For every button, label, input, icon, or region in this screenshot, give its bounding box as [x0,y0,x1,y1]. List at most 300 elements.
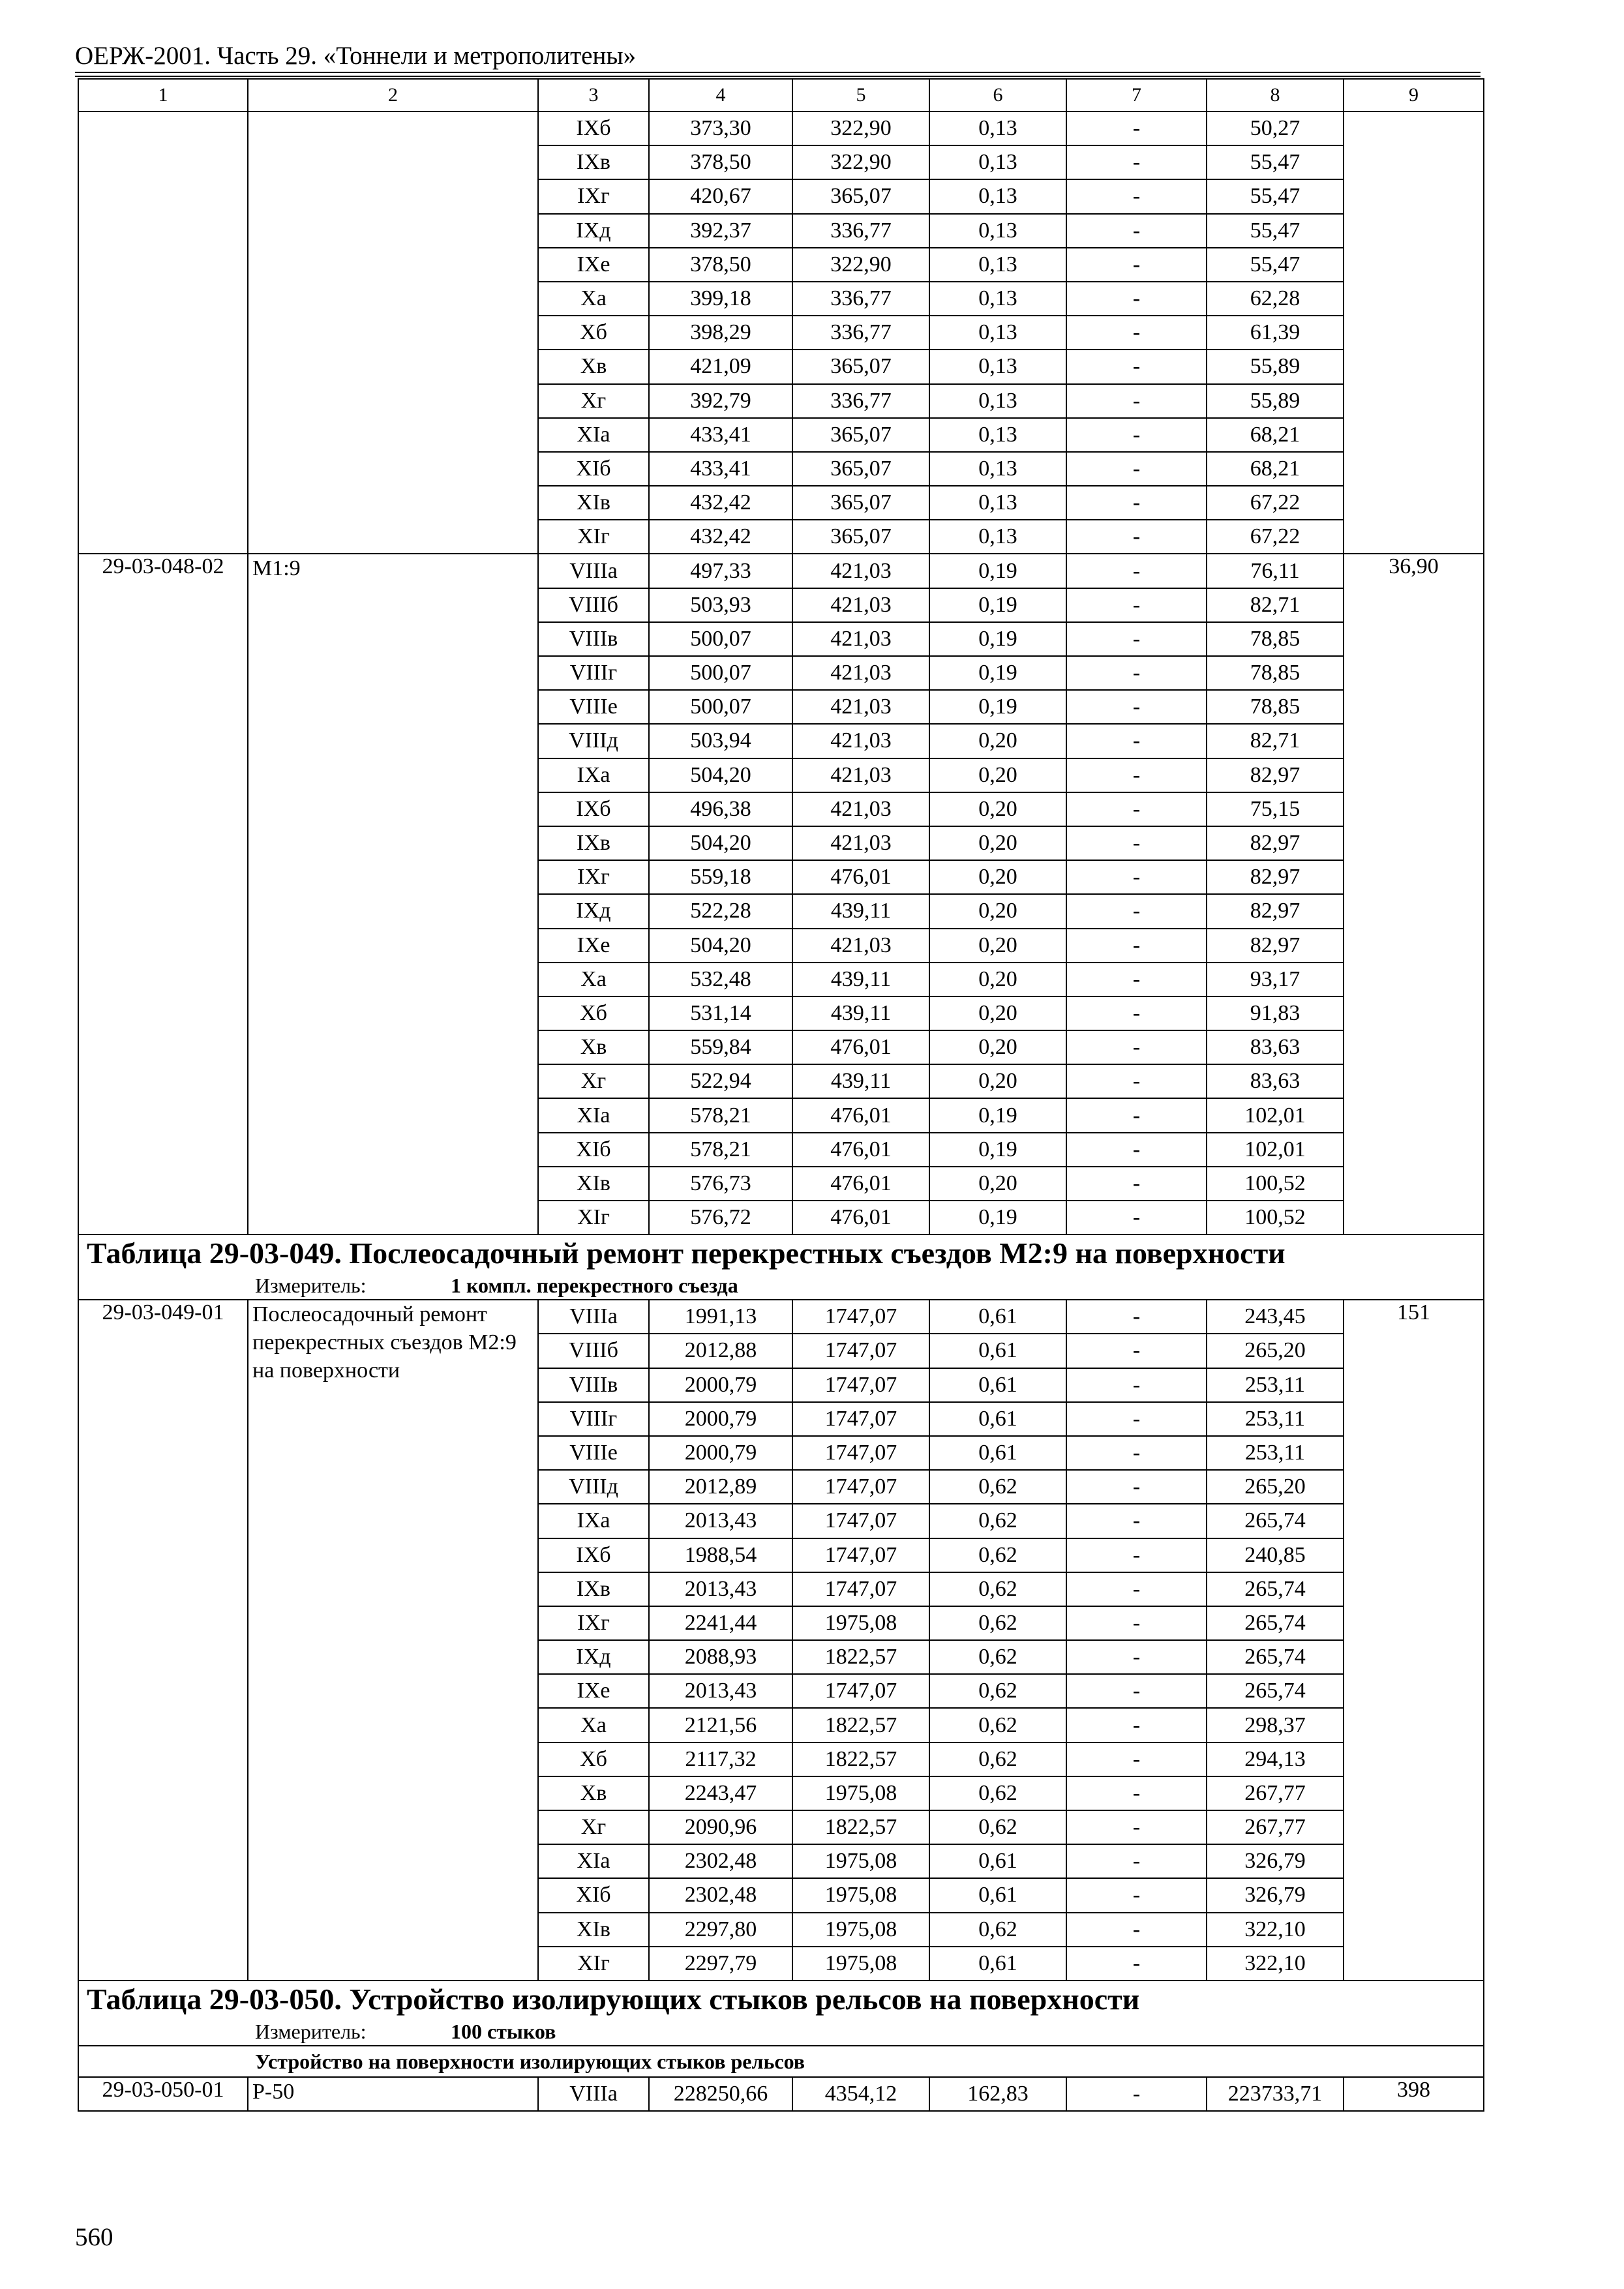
cell-col5: 365,07 [792,179,929,213]
cell-col6: 0,62 [929,1708,1066,1742]
cell-col8: 55,47 [1207,248,1344,282]
cell-col5: 421,03 [792,588,929,622]
cell-col6: 0,13 [929,248,1066,282]
cell-col5: 1975,08 [792,1947,929,1981]
cell-col7: - [1066,1810,1207,1844]
cell-col7: - [1066,1470,1207,1504]
cell-col5: 322,90 [792,145,929,179]
cell-col4: 1988,54 [649,1538,792,1572]
cell-col8: 265,74 [1207,1504,1344,1538]
rate-name: М1:9 [248,554,538,1234]
cell-col8: 83,63 [1207,1064,1344,1098]
cell-col3: XIв [538,486,649,520]
cell-col3: IXа [538,758,649,792]
cell-col3: VIIIг [538,656,649,690]
cell-col8: 55,89 [1207,384,1344,418]
cell-col4: 2088,93 [649,1640,792,1674]
cell-col7: - [1066,350,1207,383]
cell-col4: 392,37 [649,214,792,248]
table-title-row [78,1234,1484,1272]
cell-col4: 2013,43 [649,1504,792,1538]
cell-col6: 0,20 [929,894,1066,928]
cell-col5: 1822,57 [792,1743,929,1776]
cell-col6: 0,20 [929,1167,1066,1201]
cell-col3: VIIIа [538,1300,649,1334]
rate-code: 29-03-050-01 [78,2077,248,2111]
cell-col5: 1975,08 [792,1776,929,1810]
cell-col8: 265,74 [1207,1606,1344,1640]
cell-col5: 439,11 [792,996,929,1030]
cell-col5: 476,01 [792,1133,929,1167]
cell-col7: - [1066,792,1207,826]
cell-col4: 497,33 [649,554,792,588]
col9-cell [1344,112,1484,554]
cell-col8: 240,85 [1207,1538,1344,1572]
cell-col5: 421,03 [792,656,929,690]
col-number: 3 [538,79,649,112]
cell-col7: - [1066,758,1207,792]
cell-col4: 2121,56 [649,1708,792,1742]
cell-col8: 82,97 [1207,758,1344,792]
cell-col8: 267,77 [1207,1776,1344,1810]
cell-col7: - [1066,690,1207,724]
cell-col6: 0,13 [929,112,1066,145]
cell-col6: 0,13 [929,179,1066,213]
measure-value: 1 компл. перекрестного съезда [451,1274,738,1298]
cell-col4: 1991,13 [649,1300,792,1334]
cell-col5: 476,01 [792,1167,929,1201]
cell-col7: - [1066,1640,1207,1674]
cell-col4: 504,20 [649,929,792,963]
cell-col7: - [1066,996,1207,1030]
cell-col5: 4354,12 [792,2077,929,2111]
cell-col7: - [1066,1743,1207,1776]
cell-col7: - [1066,1776,1207,1810]
cell-col3: IXв [538,1572,649,1606]
cell-col6: 0,62 [929,1538,1066,1572]
cell-col8: 82,97 [1207,929,1344,963]
cell-col3: IXб [538,792,649,826]
cell-col8: 322,10 [1207,1913,1344,1947]
cell-col4: 500,07 [649,656,792,690]
measure-label: Измеритель: [255,2019,367,2043]
cell-col4: 2302,48 [649,1844,792,1878]
col9-value: 151 [1344,1300,1484,1981]
cell-col4: 228250,66 [649,2077,792,2111]
cell-col5: 421,03 [792,792,929,826]
cell-col4: 496,38 [649,792,792,826]
cell-col3: IXд [538,214,649,248]
cell-col6: 0,62 [929,1470,1066,1504]
measure-value: 100 стыков [451,2019,556,2043]
cell-col4: 421,09 [649,350,792,383]
cell-col8: 82,97 [1207,860,1344,894]
cell-col3: Xб [538,1743,649,1776]
cell-col5: 439,11 [792,963,929,996]
cell-col6: 0,20 [929,826,1066,860]
cell-col5: 1975,08 [792,1606,929,1640]
cell-col5: 476,01 [792,1201,929,1234]
cell-col6: 0,13 [929,350,1066,383]
cell-col8: 243,45 [1207,1300,1344,1334]
cell-col3: XIб [538,1878,649,1912]
cell-col5: 336,77 [792,214,929,248]
cell-col8: 100,52 [1207,1201,1344,1234]
measure-row [78,1272,1484,1300]
cell-col3: VIIIв [538,622,649,656]
cell-col8: 76,11 [1207,554,1344,588]
cell-col7: - [1066,894,1207,928]
cell-col3: XIб [538,452,649,486]
cell-col4: 500,07 [649,622,792,656]
cell-col7: - [1066,724,1207,758]
cell-col3: Xб [538,996,649,1030]
cell-col8: 326,79 [1207,1878,1344,1912]
cell-col7: - [1066,1708,1207,1742]
cell-col8: 55,89 [1207,350,1344,383]
cell-col5: 476,01 [792,1098,929,1132]
cell-col5: 439,11 [792,894,929,928]
cell-col3: Xа [538,282,649,316]
cell-col3: VIIIд [538,1470,649,1504]
cell-col4: 531,14 [649,996,792,1030]
cell-col4: 559,18 [649,860,792,894]
cell-col6: 0,13 [929,452,1066,486]
cell-col3: XIа [538,1098,649,1132]
cell-col6: 0,20 [929,1064,1066,1098]
cell-col6: 0,20 [929,996,1066,1030]
cell-col3: XIа [538,1844,649,1878]
cell-col4: 578,21 [649,1133,792,1167]
cell-col5: 439,11 [792,1064,929,1098]
cell-col7: - [1066,1167,1207,1201]
measure-row [78,2018,1484,2046]
cell-col4: 522,94 [649,1064,792,1098]
cell-col5: 476,01 [792,1030,929,1064]
cell-col5: 476,01 [792,860,929,894]
cell-col4: 433,41 [649,418,792,452]
cell-col6: 0,13 [929,486,1066,520]
cell-col4: 433,41 [649,452,792,486]
cell-col4: 378,50 [649,248,792,282]
col9-value: 398 [1344,2077,1484,2111]
rate-name: Р-50 [248,2077,538,2111]
cell-col4: 576,73 [649,1167,792,1201]
cell-col6: 0,20 [929,929,1066,963]
cell-col6: 0,19 [929,622,1066,656]
cell-col3: VIIIб [538,1334,649,1368]
cell-col6: 0,61 [929,1300,1066,1334]
cell-col7: - [1066,282,1207,316]
cell-col8: 102,01 [1207,1133,1344,1167]
cell-col6: 0,62 [929,1776,1066,1810]
cell-col3: IXг [538,1606,649,1640]
cell-col6: 0,19 [929,554,1066,588]
cell-col6: 0,62 [929,1674,1066,1708]
col-number: 6 [929,79,1066,112]
cell-col5: 1747,07 [792,1334,929,1368]
cell-col5: 336,77 [792,282,929,316]
cell-col8: 265,74 [1207,1674,1344,1708]
cell-col6: 0,13 [929,214,1066,248]
cell-col6: 0,20 [929,724,1066,758]
cell-col7: - [1066,248,1207,282]
cell-col7: - [1066,214,1207,248]
cell-col5: 1822,57 [792,1708,929,1742]
measure-cell [78,1272,1484,1300]
header-rule-double [75,76,1481,77]
cell-col6: 0,13 [929,418,1066,452]
cell-col7: - [1066,963,1207,996]
cell-col5: 1747,07 [792,1572,929,1606]
cell-col6: 0,19 [929,690,1066,724]
cell-col7: - [1066,112,1207,145]
cell-col6: 0,19 [929,1098,1066,1132]
cell-col7: - [1066,1606,1207,1640]
cell-col8: 102,01 [1207,1098,1344,1132]
column-numbers-row [78,79,1484,112]
cell-col4: 432,42 [649,486,792,520]
cell-col4: 420,67 [649,179,792,213]
cell-col4: 399,18 [649,282,792,316]
cell-col3: VIIIе [538,1436,649,1470]
cell-col6: 0,62 [929,1640,1066,1674]
cell-col3: IXб [538,1538,649,1572]
cell-col5: 1822,57 [792,1810,929,1844]
cell-col4: 373,30 [649,112,792,145]
cell-col5: 365,07 [792,520,929,554]
cell-col8: 265,20 [1207,1470,1344,1504]
cell-col4: 2302,48 [649,1878,792,1912]
cell-col3: IXв [538,145,649,179]
table-row [78,112,1484,145]
cell-col7: - [1066,179,1207,213]
cell-col5: 1975,08 [792,1913,929,1947]
cell-col4: 2012,89 [649,1470,792,1504]
rate-name: Послеосадочный ремонт перекрестных съездов М2:9 на поверхности [248,1300,538,1981]
cell-col6: 0,13 [929,384,1066,418]
cell-col3: XIв [538,1167,649,1201]
col-number: 8 [1207,79,1344,112]
cell-col7: - [1066,588,1207,622]
cell-col4: 2000,79 [649,1436,792,1470]
cell-col4: 2117,32 [649,1743,792,1776]
col-number: 2 [248,79,538,112]
cell-col5: 1747,07 [792,1470,929,1504]
cell-col8: 265,74 [1207,1640,1344,1674]
cell-col5: 421,03 [792,929,929,963]
rate-code-cell [78,112,248,554]
cell-col6: 0,61 [929,1844,1066,1878]
cell-col3: VIIIа [538,554,649,588]
cell-col6: 0,13 [929,145,1066,179]
cell-col5: 421,03 [792,554,929,588]
cell-col8: 78,85 [1207,622,1344,656]
col-number: 4 [649,79,792,112]
cell-col7: - [1066,486,1207,520]
cell-col4: 2243,47 [649,1776,792,1810]
cell-col3: Xв [538,1776,649,1810]
cell-col7: - [1066,929,1207,963]
cell-col3: IXд [538,1640,649,1674]
cell-col4: 2013,43 [649,1674,792,1708]
cell-col8: 322,10 [1207,1947,1344,1981]
cell-col5: 421,03 [792,758,929,792]
cell-col7: - [1066,1436,1207,1470]
cell-col4: 532,48 [649,963,792,996]
cell-col7: - [1066,1947,1207,1981]
cell-col5: 1747,07 [792,1368,929,1402]
cell-col6: 0,13 [929,316,1066,350]
page-header: ОЕРЖ-2001. Часть 29. «Тоннели и метрополитены» [75,42,637,70]
cell-col7: - [1066,1913,1207,1947]
cell-col3: VIIIа [538,2077,649,2111]
cell-col6: 0,19 [929,1201,1066,1234]
cell-col4: 2090,96 [649,1810,792,1844]
cell-col7: - [1066,520,1207,554]
cell-col7: - [1066,1504,1207,1538]
cell-col7: - [1066,1844,1207,1878]
cell-col7: - [1066,1402,1207,1436]
cell-col7: - [1066,1098,1207,1132]
cell-col7: - [1066,826,1207,860]
cell-col3: XIг [538,520,649,554]
cell-col4: 2013,43 [649,1572,792,1606]
cell-col3: Xв [538,1030,649,1064]
cell-col4: 2241,44 [649,1606,792,1640]
col-number: 9 [1344,79,1484,112]
cell-col8: 78,85 [1207,656,1344,690]
cell-col7: - [1066,384,1207,418]
cell-col8: 82,97 [1207,894,1344,928]
cell-col4: 2297,80 [649,1913,792,1947]
cell-col8: 67,22 [1207,520,1344,554]
cell-col3: Xб [538,316,649,350]
cell-col5: 365,07 [792,418,929,452]
cell-col7: - [1066,452,1207,486]
cell-col4: 392,79 [649,384,792,418]
cell-col3: IXе [538,929,649,963]
cell-col3: IXг [538,179,649,213]
cell-col4: 578,21 [649,1098,792,1132]
cell-col3: IXа [538,1504,649,1538]
cell-col8: 298,37 [1207,1708,1344,1742]
cell-col8: 326,79 [1207,1844,1344,1878]
cell-col3: Xв [538,350,649,383]
cell-col3: IXг [538,860,649,894]
cell-col7: - [1066,1674,1207,1708]
cell-col3: XIв [538,1913,649,1947]
cell-col3: VIIIд [538,724,649,758]
cell-col5: 365,07 [792,486,929,520]
cell-col7: - [1066,145,1207,179]
cell-col7: - [1066,1538,1207,1572]
cell-col3: IXд [538,894,649,928]
table-row [78,2077,1484,2111]
table-title-row [78,1981,1484,2018]
cell-col6: 0,61 [929,1402,1066,1436]
cell-col5: 322,90 [792,248,929,282]
cell-col3: XIг [538,1201,649,1234]
col-number: 5 [792,79,929,112]
cell-col3: IXе [538,1674,649,1708]
cell-col6: 0,19 [929,656,1066,690]
cell-col8: 223733,71 [1207,2077,1344,2111]
cell-col7: - [1066,1133,1207,1167]
cell-col4: 503,94 [649,724,792,758]
cell-col3: XIа [538,418,649,452]
cell-col6: 0,61 [929,1334,1066,1368]
cell-col3: XIг [538,1947,649,1981]
rate-code: 29-03-048-02 [78,554,248,1234]
cell-col8: 253,11 [1207,1368,1344,1402]
cell-col7: - [1066,1201,1207,1234]
cell-col5: 1747,07 [792,1300,929,1334]
cell-col7: - [1066,1878,1207,1912]
cell-col3: IXб [538,112,649,145]
cell-col8: 68,21 [1207,452,1344,486]
col-number: 1 [78,79,248,112]
cell-col4: 559,84 [649,1030,792,1064]
cell-col8: 55,47 [1207,145,1344,179]
rates-table-body [78,79,1484,2111]
cell-col7: - [1066,418,1207,452]
cell-col6: 0,62 [929,1606,1066,1640]
cell-col3: Xг [538,1064,649,1098]
cell-col6: 0,20 [929,963,1066,996]
cell-col6: 0,19 [929,1133,1066,1167]
cell-col3: IXв [538,826,649,860]
cell-col4: 500,07 [649,690,792,724]
cell-col4: 2000,79 [649,1402,792,1436]
cell-col6: 0,62 [929,1913,1066,1947]
cell-col5: 1747,07 [792,1538,929,1572]
cell-col4: 503,93 [649,588,792,622]
cell-col5: 421,03 [792,724,929,758]
col-number: 7 [1066,79,1207,112]
cell-col5: 365,07 [792,350,929,383]
table-title: Таблица 29-03-050. Устройство изолирующих стыков рельсов на поверхности [78,1981,1484,2018]
cell-col8: 50,27 [1207,112,1344,145]
cell-col6: 0,13 [929,282,1066,316]
cell-col3: Xг [538,384,649,418]
cell-col5: 1747,07 [792,1436,929,1470]
cell-col6: 0,61 [929,1878,1066,1912]
cell-col5: 421,03 [792,622,929,656]
cell-col3: VIIIб [538,588,649,622]
page-number: 560 [75,2223,113,2251]
cell-col6: 0,20 [929,860,1066,894]
header-rule [75,72,1481,73]
cell-col8: 75,15 [1207,792,1344,826]
cell-col6: 0,20 [929,758,1066,792]
cell-col4: 504,20 [649,758,792,792]
cell-col8: 62,28 [1207,282,1344,316]
cell-col5: 1822,57 [792,1640,929,1674]
subheading: Устройство на поверхности изолирующих стыков рельсов [78,2046,1484,2077]
cell-col6: 0,20 [929,1030,1066,1064]
cell-col3: Xа [538,1708,649,1742]
table-title: Таблица 29-03-049. Послеосадочный ремонт перекрестных съездов М2:9 на поверхности [78,1234,1484,1272]
cell-col5: 336,77 [792,384,929,418]
cell-col6: 0,62 [929,1504,1066,1538]
cell-col8: 100,52 [1207,1167,1344,1201]
rate-code: 29-03-049-01 [78,1300,248,1981]
cell-col4: 522,28 [649,894,792,928]
cell-col6: 0,62 [929,1810,1066,1844]
cell-col8: 267,77 [1207,1810,1344,1844]
cell-col4: 432,42 [649,520,792,554]
